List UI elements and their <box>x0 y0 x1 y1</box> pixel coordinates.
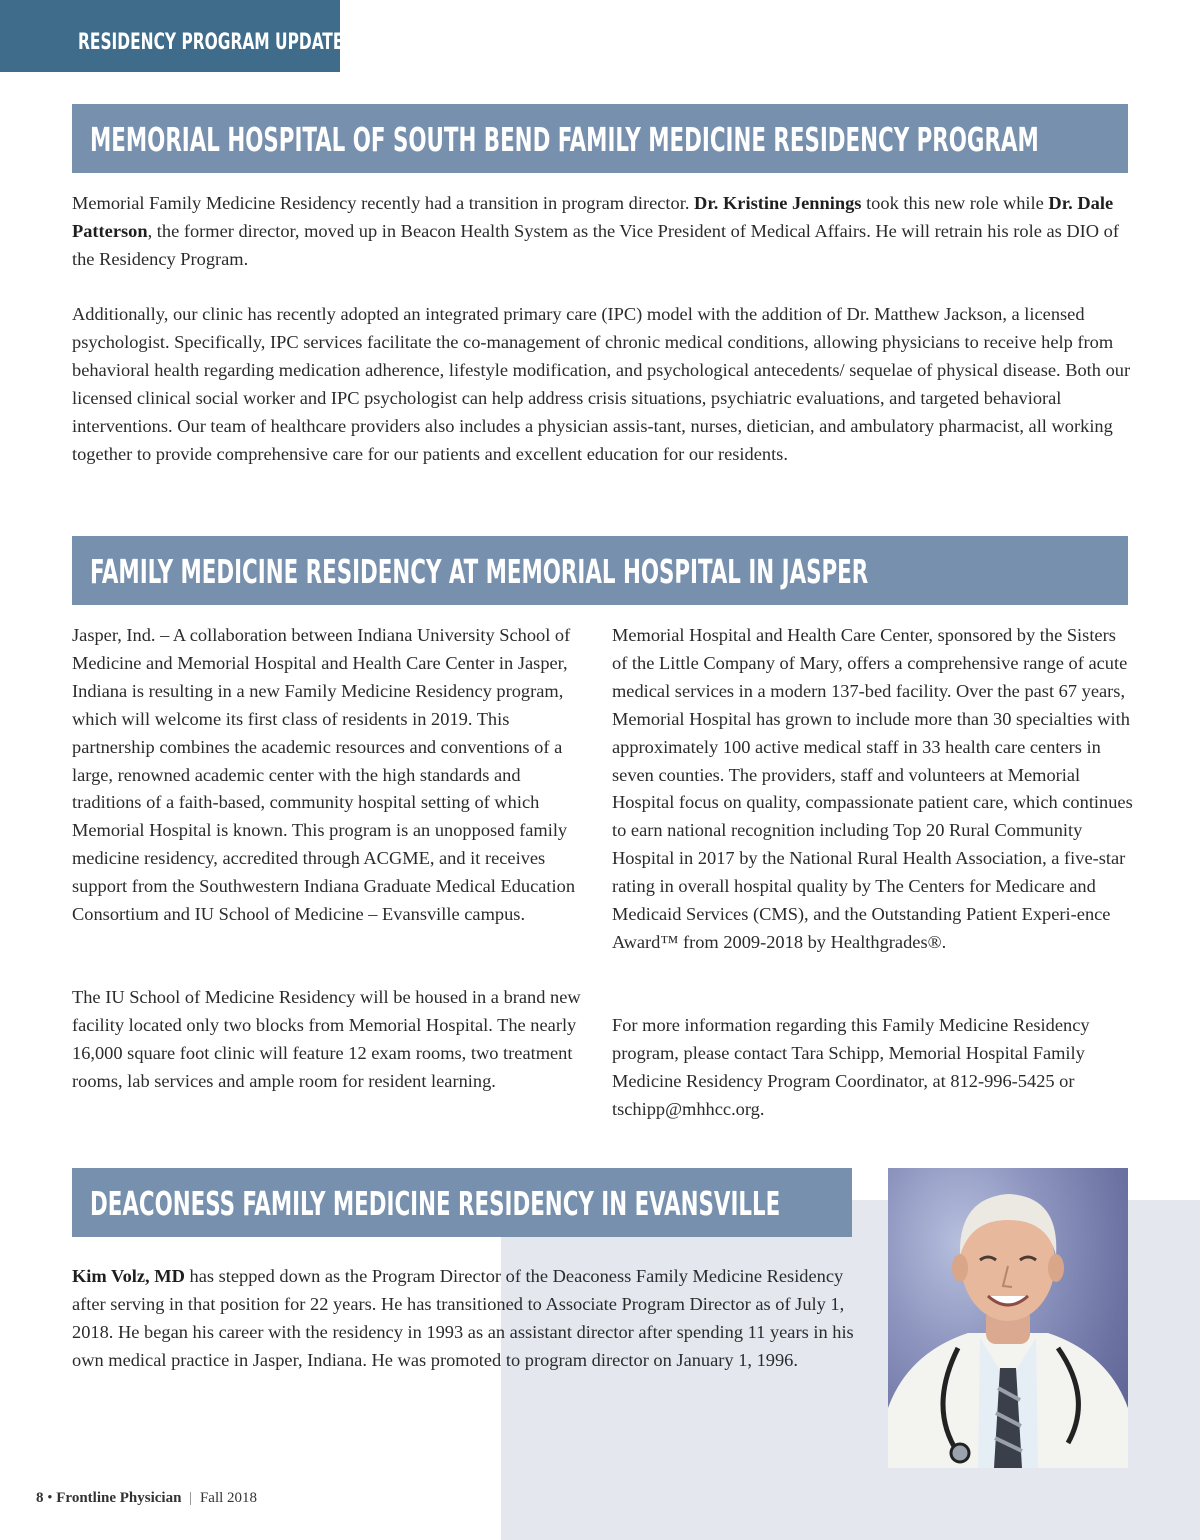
paragraph-south-bend-2: Additionally, our clinic has recently adopted an integrated primary care (IPC) model with the addition of Dr. Matthew Jackson, a licensed psychologist. Specifically, IPC services facilitate the co-management of chronic medical conditions, allowing physicians to receive help from behavioral health regarding medication adherence, lifestyle modification, and psychological antecedents/ sequelae of physical disease. Both our licensed clinical social worker and IPC psychologist can help address crisis situations, psychiatric evaluations, and targeted behavioral interventions. Our team of healthcare providers also includes a physician assis-tant, nurses, dietician, and ambulatory pharmacist, all working together to provide comprehensive care for our patients and excellent education for our residents. <box>72 304 1131 464</box>
publication-name: Frontline Physician <box>56 1490 182 1506</box>
paragraph-jasper-left-2: The IU School of Medicine Residency will be housed in a brand new facility located only two blocks from Memorial Hospital. The nearly 16,000 square foot clinic will feature 12 exam rooms, two treatment rooms, lab services and ample room for resident learning. <box>72 987 581 1091</box>
section-tab <box>0 0 355 72</box>
paragraph-jasper-left-1: Jasper, Ind. – A collaboration between Indiana University School of Medicine and Memorial Hospital and Health Care Center in Jasper, Indiana is resulting in a new Family Medicine Residency program, which will welcome its first class of residents in 2019. This partnership combines the academic resources and conventions of a large, renowned academic center with the high standards and traditions of a faith-based, community hospital setting of which Memorial Hospital is known. This program is an unopposed family medicine residency, accredited through ACGME, and it receives support from the Southwestern Indiana Graduate Medical Education Consortium and IU School of Medicine – Evansville campus. <box>72 625 576 925</box>
footer-bullet: • <box>47 1490 53 1506</box>
portrait-photo <box>888 1168 1128 1468</box>
section-title: MEMORIAL HOSPITAL OF SOUTH BEND FAMILY MEDICINE RESIDENCY PROGRAM <box>90 120 1039 159</box>
paragraph-jasper-right-1: Memorial Hospital and Health Care Center, sponsored by the Sisters of the Little Company of Mary, offers a comprehensive range of acute medical services in a modern 137-bed facility. Over the past 67 years, Memorial Hospital has grown to include more than 30 specialties with approximately 100 active medical staff in 33 health care centers in seven counties. The providers, staff and volunteers at Memorial Hospital focus on quality, compassionate patient care, which continues to earn national recognition including Top 20 Rural Community Hospital in 2017 by the National Rural Health Association, a five-star rating in overall hospital quality by The Centers for Medicare and Medicaid Services (CMS), and the Outstanding Patient Experi-ence Award™ from 2009-2018 by Healthgrades®. <box>612 625 1133 952</box>
paragraph-south-bend-1: Memorial Family Medicine Residency recently had a transition in program director. Dr. Kristine Jennings took this new role while Dr. Dale Patterson, the former director, moved up in Beacon Health System as the Vice President of Medical Affairs. He will retrain his role as DIO of the Residency Program. <box>72 193 1119 269</box>
section-banner-evansville <box>72 1168 852 1237</box>
page-footer <box>36 1490 257 1507</box>
paragraph-jasper-right-2: For more information regarding this Family Medicine Residency program, please contact Tara Schipp, Memorial Hospital Family Medicine Residency Program Coordinator, at 812-996-5425 or tschipp@mhhcc.org. <box>612 1015 1090 1119</box>
section-banner-jasper <box>72 536 1128 605</box>
section-title: FAMILY MEDICINE RESIDENCY AT MEMORIAL HOSPITAL IN JASPER <box>90 552 869 591</box>
section-banner-south-bend <box>72 104 1128 173</box>
section-tab-label: RESIDENCY PROGRAM UPDATES <box>78 30 355 55</box>
section-title: DEACONESS FAMILY MEDICINE RESIDENCY IN EVANSVILLE <box>90 1184 781 1223</box>
page-number: 8 <box>36 1490 44 1506</box>
paragraph-evansville: Kim Volz, MD has stepped down as the Program Director of the Deaconess Family Medicine Residency after serving in that position for 22 years. He has transitioned to Associate Program Director as of July 1, 2018. He began his career with the residency in 1993 as an assistant director after spending 11 years in his own medical practice in Jasper, Indiana. He was promoted to program director on January 1, 1996. <box>72 1266 854 1370</box>
footer-divider: | <box>189 1490 193 1506</box>
portrait-illustration <box>888 1168 1128 1468</box>
issue-date: Fall 2018 <box>199 1490 258 1506</box>
